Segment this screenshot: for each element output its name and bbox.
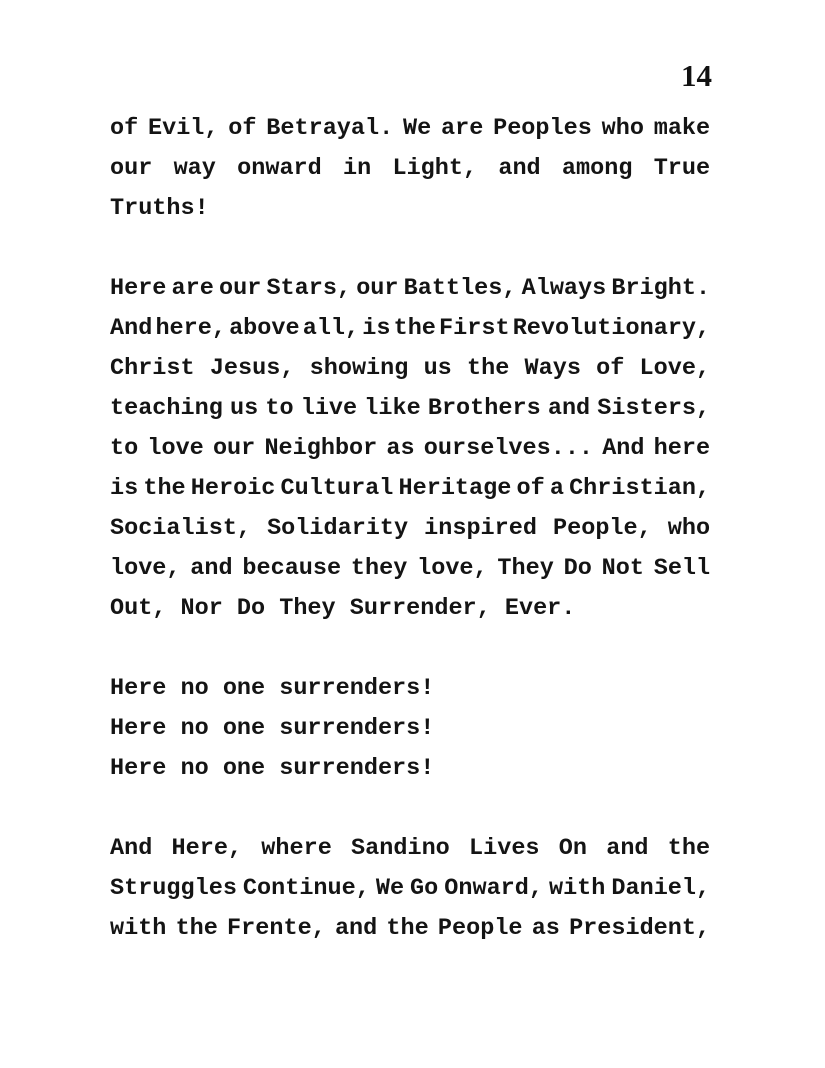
text-line: to love our Neighbor as ourselves... And here (110, 435, 711, 462)
text-line: is the Heroic Cultural Heritage of a Christian, (110, 475, 711, 502)
text-line: love, and because they love, They Do Not Sell (110, 555, 711, 582)
paragraph-no-one-surrenders (110, 669, 710, 789)
paragraph-stars-battles (110, 269, 710, 629)
text-line: And Here, where Sandino Lives On and the (110, 835, 711, 862)
text-line: Christ Jesus, showing us the Ways of Love, (110, 355, 711, 382)
text-line: teaching us to live like Brothers and Sisters, (110, 395, 711, 422)
paragraph-evil-betrayal (110, 109, 710, 229)
text-line: Here no one surrenders! (110, 675, 435, 702)
text-line: Struggles Continue, We Go Onward, with Daniel, (110, 875, 711, 902)
text-line: And here, above all, is the First Revolutionary, (110, 315, 711, 342)
text-line: with the Frente, and the People as President, (110, 915, 711, 942)
text-line: Out, Nor Do They Surrender, Ever. (110, 595, 576, 622)
text-line: Here are our Stars, our Battles, Always Bright. (110, 275, 711, 302)
text-line: Here no one surrenders! (110, 715, 435, 742)
paragraph-sandino-lives-on (110, 829, 710, 949)
page-number: 14 (681, 58, 712, 93)
document-body (110, 109, 710, 949)
text-line: our way onward in Light, and among True (110, 155, 711, 182)
text-line: Truths! (110, 195, 209, 222)
text-line: of Evil, of Betrayal. We are Peoples who make (110, 115, 711, 142)
text-line: Here no one surrenders! (110, 755, 435, 782)
text-line: Socialist, Solidarity inspired People, who (110, 515, 711, 542)
